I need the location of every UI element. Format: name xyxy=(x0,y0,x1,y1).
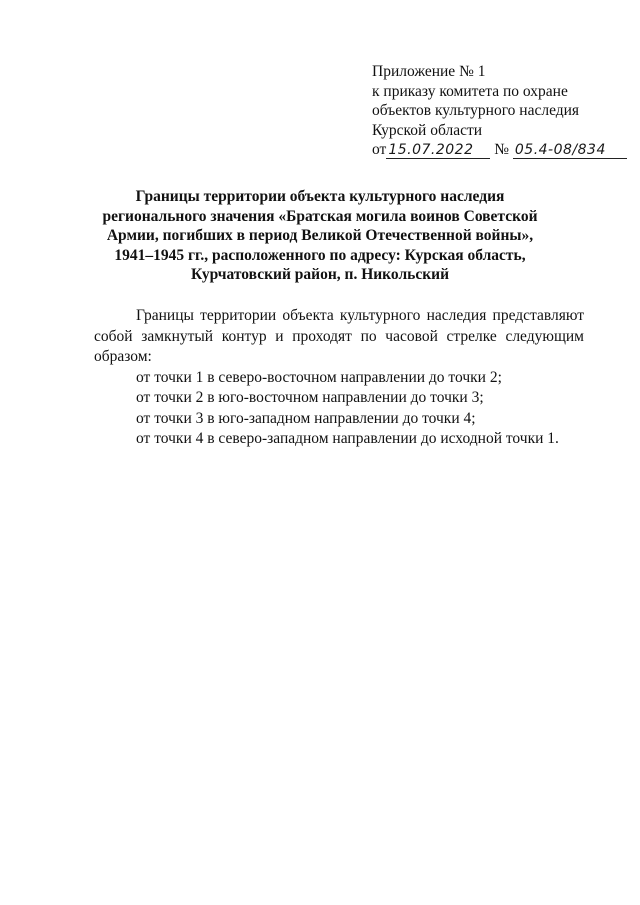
annex-region-line: Курской области xyxy=(372,121,483,139)
handwritten-date: 15.07.2022 xyxy=(386,142,490,159)
boundary-item: от точки 3 в юго-западном направлении до точки 4; xyxy=(136,409,476,427)
title-line-1: Границы территории объекта культурного наследия xyxy=(135,188,505,205)
boundary-item: от точки 4 в северо-западном направлении до исходной точки 1. xyxy=(136,430,559,447)
annex-header xyxy=(372,62,632,160)
intro-paragraph: Границы территории объекта культурного наследия представляют собой замкнутый контур и проходят по часовой стрелке следующим образом: xyxy=(94,307,584,365)
annex-date-number-line xyxy=(372,140,632,160)
title-line-3: Армии, погибших в период Великой Отечественной войны», xyxy=(106,227,534,244)
handwritten-number: 05.4-08/834 xyxy=(513,142,627,159)
number-prefix: № xyxy=(494,141,509,158)
from-prefix: от xyxy=(372,141,387,158)
document-title xyxy=(100,187,540,285)
document-body xyxy=(94,306,584,450)
title-line-5: Курчатовский район, п. Никольский xyxy=(190,266,450,283)
boundary-item: от точки 2 в юго-восточном направлении до точки 3; xyxy=(136,389,484,406)
annex-title: Приложение № 1 xyxy=(372,63,486,80)
annex-order-line: к приказу комитета по охране xyxy=(372,82,568,100)
boundary-item: от точки 1 в северо-восточном направлении до точки 2; xyxy=(136,368,502,386)
title-line-4: 1941–1945 гг., расположенного по адресу: Курская область, xyxy=(114,246,526,264)
annex-committee-line: объектов культурного наследия xyxy=(372,102,580,119)
title-line-2: регионального значения «Братская могила воинов Советской xyxy=(102,207,538,225)
